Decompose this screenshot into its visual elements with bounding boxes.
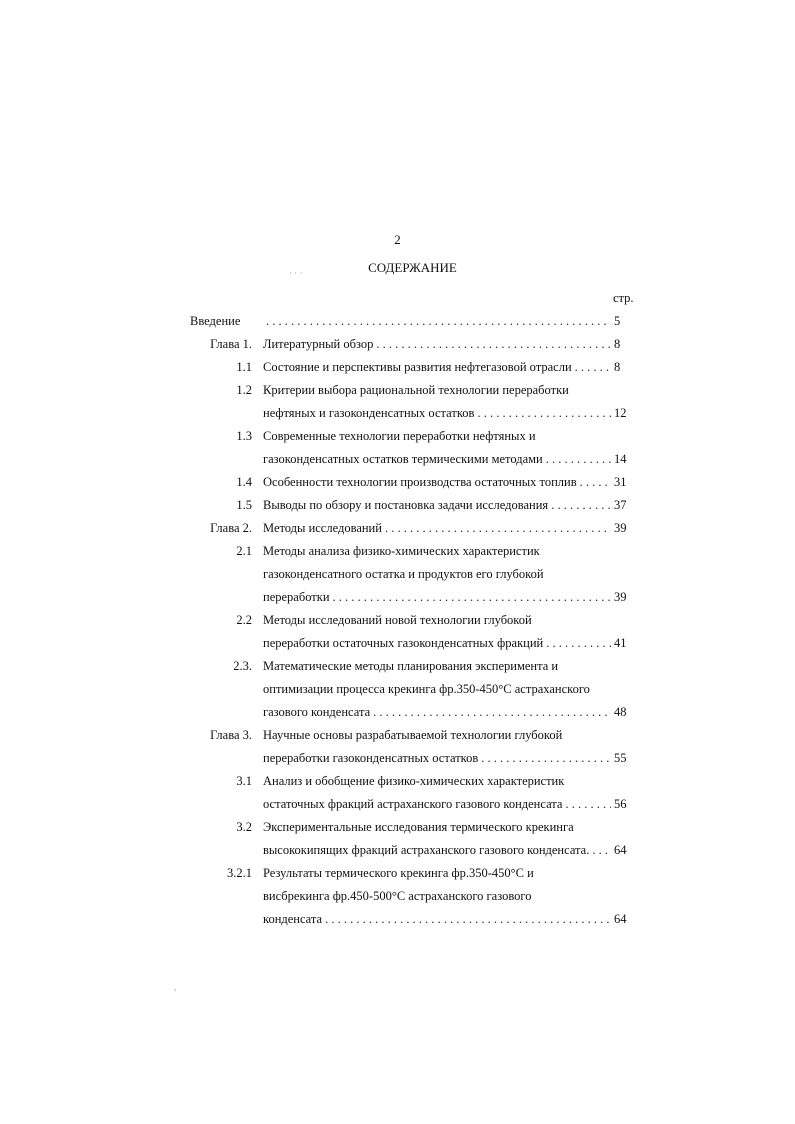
scan-speck: ,	[174, 982, 177, 992]
toc-line	[0, 517, 795, 540]
toc-page-number: 8	[614, 337, 621, 351]
toc-entry-text: Математические методы планирования эксперимента и	[263, 659, 559, 673]
toc-line	[0, 586, 795, 609]
toc-line	[0, 310, 795, 333]
toc-entry-body	[263, 770, 628, 793]
toc-entry-text: Современные технологии переработки нефтяных и	[263, 429, 536, 443]
toc-line	[0, 724, 795, 747]
toc-line	[0, 655, 795, 678]
toc-entry-body	[263, 747, 628, 770]
toc-line	[0, 471, 795, 494]
toc-entry-body	[263, 310, 628, 333]
toc-entry-text: Методы исследований новой технологии глубокой	[263, 613, 532, 627]
toc-entry-body	[263, 885, 628, 908]
toc-page-number: 48	[614, 705, 627, 719]
toc-entry-body	[263, 655, 628, 678]
toc-page-number: 31	[614, 475, 627, 489]
toc-entry-body	[263, 540, 628, 563]
toc-page-number: 55	[614, 751, 627, 765]
toc-leader-dots	[481, 747, 611, 770]
toc-section-number: 1.5	[236, 498, 252, 512]
toc-entry-text: висбрекинга фр.450-500°С астраханского газового	[263, 889, 532, 903]
toc-entry-text: остаточных фракций астраханского газового конденсата	[263, 797, 563, 811]
toc-entry-text: конденсата	[263, 912, 323, 926]
toc-leader-dots	[385, 517, 611, 540]
toc-section-number: 1.1	[236, 360, 252, 374]
toc-page-number: 8	[614, 360, 621, 374]
toc-line	[0, 333, 795, 356]
toc-entry-body	[263, 632, 628, 655]
table-of-contents	[0, 310, 795, 931]
toc-line	[0, 356, 795, 379]
toc-leader-dots	[477, 402, 611, 425]
toc-entry-body	[263, 678, 628, 701]
toc-line	[0, 425, 795, 448]
toc-section-number: 2.2	[236, 613, 252, 627]
toc-entry-body	[263, 448, 628, 471]
toc-page-number: 39	[614, 521, 627, 535]
toc-leader-dots	[376, 333, 611, 356]
toc-entry-text: Методы исследований	[263, 521, 382, 535]
toc-line	[0, 540, 795, 563]
toc-line	[0, 448, 795, 471]
toc-leader-dots	[546, 448, 611, 471]
toc-entry-body	[263, 862, 628, 885]
toc-line	[0, 908, 795, 931]
toc-entry-body	[263, 793, 628, 816]
toc-entry-text: нефтяных и газоконденсатных остатков	[263, 406, 475, 420]
toc-section-number: 3.2.1	[227, 866, 252, 880]
toc-section-number: 3.1	[236, 774, 252, 788]
toc-section-number: Введение	[190, 314, 241, 328]
toc-entry-text: газоконденсатных остатков термическими методами	[263, 452, 543, 466]
toc-section-number: Глава 3.	[210, 728, 252, 742]
toc-section-number: 3.2	[236, 820, 252, 834]
toc-line	[0, 494, 795, 517]
toc-section-number: 2.1	[236, 544, 252, 558]
toc-entry-body	[263, 379, 628, 402]
page-title: СОДЕРЖАНИЕ	[368, 260, 457, 275]
toc-page-number: 39	[614, 590, 627, 604]
toc-line	[0, 701, 795, 724]
toc-entry-body	[263, 402, 628, 425]
toc-entry-text: переработки	[263, 590, 330, 604]
toc-page-number: 41	[614, 636, 627, 650]
toc-leader-dots	[580, 471, 611, 494]
toc-entry-text: Методы анализа физико-химических характеристик	[263, 544, 540, 558]
toc-leader-dots	[333, 586, 611, 609]
toc-entry-body	[263, 701, 628, 724]
toc-entry-text: Анализ и обобщение физико-химических характеристик	[263, 774, 565, 788]
toc-line	[0, 678, 795, 701]
toc-line	[0, 379, 795, 402]
toc-entry-body	[263, 724, 628, 747]
toc-leader-dots	[266, 310, 611, 333]
toc-entry-body	[263, 563, 628, 586]
toc-line	[0, 402, 795, 425]
toc-line	[0, 839, 795, 862]
toc-entry-body	[263, 425, 628, 448]
toc-line	[0, 816, 795, 839]
toc-entry-text: высококипящих фракций астраханского газового конденсата.	[263, 843, 590, 857]
toc-line	[0, 862, 795, 885]
toc-entry-text: газового конденсата	[263, 705, 371, 719]
toc-leader-dots	[592, 839, 611, 862]
toc-line	[0, 793, 795, 816]
toc-entry-text: Выводы по обзору и постановка задачи исследования	[263, 498, 549, 512]
toc-entry-text: Особенности технологии производства остаточных топлив	[263, 475, 577, 489]
toc-line	[0, 770, 795, 793]
toc-entry-text: газоконденсатного остатка и продуктов его глубокой	[263, 567, 544, 581]
toc-section-number: 2.3.	[233, 659, 252, 673]
toc-section-number: 1.3	[236, 429, 252, 443]
toc-section-number: 1.2	[236, 383, 252, 397]
toc-section-number: Глава 1.	[210, 337, 252, 351]
toc-line	[0, 747, 795, 770]
toc-entry-body	[263, 816, 628, 839]
toc-page-number: 14	[614, 452, 627, 466]
toc-leader-dots	[373, 701, 611, 724]
toc-line	[0, 885, 795, 908]
toc-line	[0, 609, 795, 632]
toc-entry-body	[263, 471, 628, 494]
toc-line	[0, 632, 795, 655]
toc-leader-dots	[575, 356, 611, 379]
toc-entry-text: Научные основы разрабатываемой технологии глубокой	[263, 728, 563, 742]
toc-entry-text: Экспериментальные исследования термического крекинга	[263, 820, 574, 834]
toc-leader-dots	[325, 908, 611, 931]
toc-entry-text: оптимизации процесса крекинга фр.350-450°С астраханского	[263, 682, 590, 696]
toc-entry-body	[263, 839, 628, 862]
toc-page-number: 64	[614, 912, 627, 926]
toc-entry-body	[263, 586, 628, 609]
toc-page-number: 12	[614, 406, 627, 420]
toc-page-number: 5	[614, 314, 621, 328]
toc-entry-text: Состояние и перспективы развития нефтегазовой отрасли	[263, 360, 572, 374]
toc-section-number: Глава 2.	[210, 521, 252, 535]
toc-entry-text: Результаты термического крекинга фр.350-450°С и	[263, 866, 534, 880]
toc-section-number: 1.4	[236, 475, 252, 489]
toc-entry-text: переработки газоконденсатных остатков	[263, 751, 479, 765]
scan-speck: · · ·	[289, 268, 303, 278]
toc-entry-body	[263, 517, 628, 540]
toc-entry-body	[263, 494, 628, 517]
toc-entry-body	[263, 908, 628, 931]
toc-leader-dots	[565, 793, 611, 816]
toc-entry-body	[263, 356, 628, 379]
page-number: 2	[394, 232, 401, 247]
toc-entry-body	[263, 333, 628, 356]
toc-entry-text: Литературный обзор	[263, 337, 374, 351]
toc-entry-text: переработки остаточных газоконденсатных фракций	[263, 636, 544, 650]
toc-entry-body	[263, 609, 628, 632]
toc-leader-dots	[546, 632, 611, 655]
toc-page-number: 37	[614, 498, 627, 512]
toc-entry-text: Критерии выбора рациональной технологии переработки	[263, 383, 569, 397]
toc-page-number: 64	[614, 843, 627, 857]
toc-line	[0, 563, 795, 586]
toc-leader-dots	[551, 494, 611, 517]
toc-page-number: 56	[614, 797, 627, 811]
page-column-label: стр.	[613, 291, 634, 305]
